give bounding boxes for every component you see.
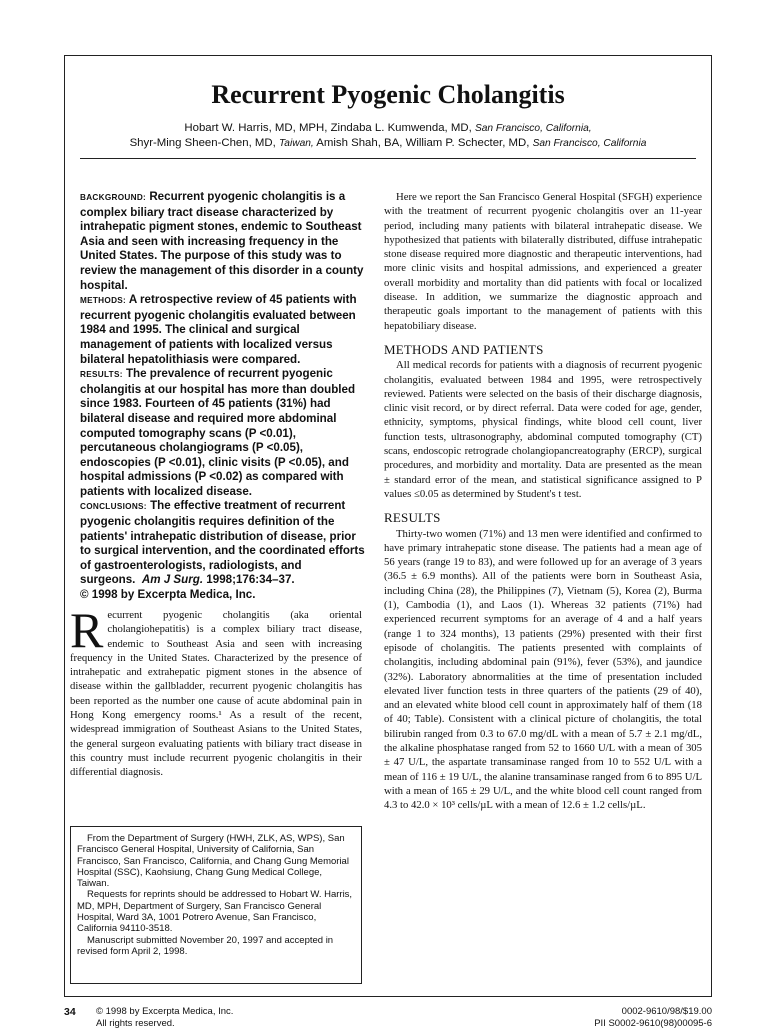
footer-identifiers	[594, 1006, 712, 1030]
drop-cap: R	[70, 602, 104, 658]
abstract-results	[80, 367, 370, 499]
background-text: Recurrent pyogenic cholangitis is a complex biliary tract disease characterized by intrahepatic pigment stones, endemic to Southeast Asia and seen with increasing frequency in the United States. The purpose of this study was to review the management of this disorder in a county hospital.	[80, 190, 364, 292]
affiliation-footnote	[70, 826, 362, 984]
abstract	[80, 190, 370, 603]
footer-issn: 0002-9610/98/$19.00	[621, 1006, 712, 1017]
results-text: The prevalence of recurrent pyogenic cholangitis at our hospital has more than doubled since 1983. Fourteen of 45 patients (31%) had bilateral disease and required more abdominal computed tomography scans (P <0.01), percutaneous cholangiograms (P <0.05), endoscopies (P <0.01), clinic visits (P <0.05), and hospital admissions (P <0.02) as compared with patients with localized disease.	[80, 367, 356, 498]
methods-label: METHODS:	[80, 296, 127, 306]
methods-body: All medical records for patients with a diagnosis of recurrent pyogenic cholangitis, evaluated between 1984 and 1995, were retrospectively reviewed. Patients were selected on the basis of their discharge diagnosis, clinic visit record, or by direct referral. Data were coded for age, gender, ethnicity, symptoms, physical findings, white blood cell count, liver function tests, ultrasonography, abdominal computed tomography (CT) scans, endoscopic retrograde cholangiopancreatography (ERCP), surgical procedures, and morbidity and mortality. Data are presented as the mean ± standard error of the mean, and statistical significance assigned to P values ≤0.05 as determined by Student's t test.	[384, 359, 702, 500]
conclusions-label: CONCLUSIONS:	[80, 502, 147, 512]
author-line-1	[64, 122, 712, 134]
abstract-background	[80, 190, 370, 293]
abstract-methods	[80, 293, 370, 367]
authors-2a: Shyr-Ming Sheen-Chen, MD,	[129, 137, 276, 149]
footnote-dates: Manuscript submitted November 20, 1997 and accepted in revised form April 2, 1998.	[77, 934, 334, 957]
intro-continued: Here we report the San Francisco General Hospital (SFGH) experience with the treatment of recurrent pyogenic cholangitis over an 11-year period, including many patients with bilateral intrahepatic disease. We hypothesized that patients with bilaterally distributed, diffuse intrahepatic stone disease required more diagnostic and therapeutic interventions, had more clinic visits and hospital admissions, and experienced a greater overall morbidity and mortality than did patients with focal or localized disease. In addition, we summarize the diagnostic approach and therapeutic goals important to the management of patients with this hepatobiliary disease.	[384, 191, 702, 332]
conclusions-text: The effective treatment of recurrent pyogenic cholangitis requires definition of the patients' intrahepatic distribution of disease, prior to surgical intervention, and the coordinated efforts of gastroenterologists, radiologists, and surgeons.	[80, 499, 365, 587]
abstract-conclusions	[80, 499, 370, 588]
citation-ref: 1998;176:34–37.	[206, 573, 295, 587]
background-label: BACKGROUND:	[80, 193, 147, 202]
author-line-2	[64, 137, 712, 149]
results-body: Thirty-two women (71%) and 13 men were identified and confirmed to have primary intrahepatic stone disease. The patients had a mean age of 56 years (range 19 to 83), and were followed up for an average of 3 years (36.5 ± 6.9 months). All of the patients were born in Southeast Asia, including China (28), the Philippines (7), Vietnam (5), Korea (2), Burma (1), Cambodia (1), and Laos (1). Whereas 32 patients (71%) had experienced recurrent symptoms for an average of 4 and a half years (range 1 to 324 months), 13 patients (29%) presented with their first episode of cholangitis. The patients presented with complaints of cholangitis, including abdominal pain (91%), fever (53%), and jaundice (32%). Laboratory abnormalities at the time of presentation included elevated liver function tests in three quarters of the patients (29 of 40), and an elevated white blood cell count in approximately half of them (18 of 40; Table). Consistent with a clinical picture of cholangitis, the total bilirubin ranged from 0.3 to 67.0 mg/dL with a mean of 5.7 ± 2.1 mg/dL, the alkaline phosphatase ranged from 52 to 1660 U/L with a mean of 305 ± 47 U/L, the aspartate transaminase ranged from 10 to 552 U/L with a mean of 116 ± 19 U/L, the alanine transaminase ranged from 6 to 895 U/L with a mean of 165 ± 29 U/L, and the white blood cell count ranged from 4.3 to 42.0 × 10³ cells/µL with a mean of 12.6 ± 1.2 cells/µL.	[384, 527, 702, 812]
article-title: Recurrent Pyogenic Cholangitis	[211, 80, 565, 109]
right-column	[384, 190, 702, 812]
results-heading: RESULTS	[384, 510, 441, 526]
authors-1: Hobart W. Harris, MD, MPH, Zindaba L. Kumwenda, MD,	[184, 122, 472, 134]
authors-2b: Amish Shah, BA, William P. Schecter, MD,	[316, 137, 530, 149]
footer-copyright-line: © 1998 by Excerpta Medica, Inc.	[96, 1006, 234, 1017]
location-2b: San Francisco, California	[532, 138, 647, 149]
footnote-reprints: Requests for reprints should be addressed to Hobart W. Harris, MD, MPH, Department of Surgery, San Francisco General Hospital, Ward 3A, 1001 Potrero Avenue, San Francisco, California 94110-3518.	[77, 889, 353, 935]
location-1: San Francisco, California,	[474, 123, 592, 134]
location-2a: Taiwan,	[279, 138, 314, 149]
page-number: 34	[64, 1006, 76, 1018]
footer-copyright	[96, 1006, 233, 1030]
methods-text: A retrospective review of 45 patients with recurrent pyogenic cholangitis evaluated between 1984 and 1995. The clinical and surgical management of patients with localized versus bilateral hepatolithiasis were compared.	[80, 293, 357, 366]
intro-text: ecurrent pyogenic cholangitis (aka oriental cholangiohepatitis) is a complex biliary tract disease, endemic to Southeast Asia and seen with increasing frequency in the United States. Characterized by the presence of intrahepatic and extrahepatic pigment stones in the absence of disease within the gallbladder, recurrent pyogenic cholangitis has been reported as the number one cause of acute abdominal pain in Hong Kong emergency rooms.¹ As a result of the recent, widespread immigration of Southeast Asians to the United States, the general surgeon evaluating patients with biliary tract disease in this country must include recurrent pyogenic cholangitis in their differential diagnosis.	[70, 609, 362, 779]
citation-journal: Am J Surg.	[141, 573, 204, 587]
footnote-affiliation: From the Department of Surgery (HWH, ZLK, AS, WPS), San Francisco General Hospital, University of California, San Francisco, San Francisco, California, and Chang Gung Memorial Hospital (SSC), Kaohsiung, Chang Gung Medical College, Taiwan.	[77, 833, 349, 890]
introduction	[70, 602, 362, 780]
abstract-copyright: © 1998 by Excerpta Medica, Inc.	[80, 588, 256, 602]
header-rule	[80, 158, 696, 159]
footer-rights-line: All rights reserved.	[96, 1018, 175, 1029]
results-label: RESULTS:	[80, 370, 123, 380]
footer-pii: PII S0002-9610(98)00095-6	[594, 1018, 712, 1029]
methods-heading: METHODS AND PATIENTS	[384, 341, 544, 357]
